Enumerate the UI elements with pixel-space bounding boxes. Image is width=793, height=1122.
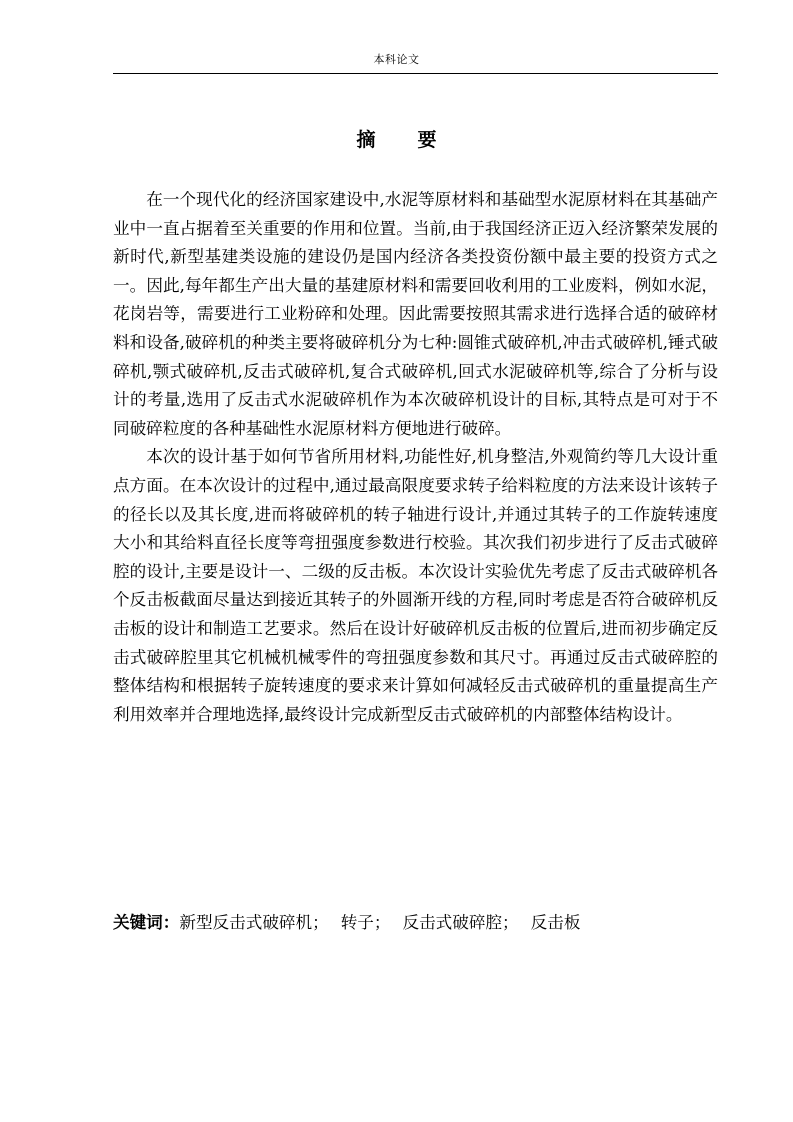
- running-header: 本科论文: [373, 53, 420, 66]
- title-char-2: 要: [417, 129, 437, 151]
- keyword-item: 反击板: [530, 913, 581, 932]
- abstract-paragraph-1: 在一个现代化的经济国家建设中,水泥等原材料和基础型水泥原材料在其基础产业中一直占据着至关重要的作用和位置。当前,由于我国经济正迈入经济繁荣发展的新时代,新型基建类设施的建设仍是国内经济各类投资份额中最主要的投资方式之一。因此,每年都生产出大量的基建原材料和需要回收利用的工业废料，例如水泥，花岗岩等，需要进行工业粉碎和处理。因此需要按照其需求进行选择合适的破碎材料和设备,破碎机的种类主要将破碎机分为七种:圆锥式破碎机,冲击式破碎机,锤式破碎机,颚式破碎机,反击式破碎机,复合式破碎机,回式水泥破碎机等,综合了分析与设计的考量,选用了反击式水泥破碎机作为本次破碎机设计的目标,其特点是可对于不同破碎粒度的各种基础性水泥原材料方便地进行破碎。: [113, 190, 718, 438]
- keywords-line: [113, 910, 718, 935]
- keywords-label: 关键词：: [113, 912, 180, 932]
- title-char-1: 摘: [356, 129, 376, 151]
- header-rule: [113, 73, 718, 74]
- page-title: [0, 128, 793, 152]
- abstract-body: [113, 186, 718, 729]
- keyword-item: 反击式破碎腔；: [402, 913, 519, 932]
- keyword-item: 转子；: [340, 913, 391, 932]
- abstract-paragraph-2: 本次的设计基于如何节省所用材料,功能性好,机身整洁,外观简约等几大设计重点方面。在本次设计的过程中,通过最高限度要求转子给料粒度的方法来设计该转子的径长以及其长度,进而将破碎机的转子轴进行设计,并通过其转子的工作旋转速度大小和其给料直径长度等弯扭强度参数进行校验。其次我们初步进行了反击式破碎腔的设计,主要是设计一、二级的反击板。本次设计实验优先考虑了反击式破碎机各个反击板截面尽量达到接近其转子的外圆渐开线的方程,同时考虑是否符合破碎机反击板的设计和制造工艺要求。然后在设计好破碎机反击板的位置后,进而初步确定反击式破碎腔里其它机械机械零件的弯扭强度参数和其尺寸。再通过反击式破碎腔的整体结构和根据转子旋转速度的要求来计算如何减轻反击式破碎机的重量提高生产利用效率并合理地选择,最终设计完成新型反击式破碎机的内部整体结构设计。: [113, 447, 718, 724]
- keyword-item: 新型反击式破碎机；: [179, 913, 329, 932]
